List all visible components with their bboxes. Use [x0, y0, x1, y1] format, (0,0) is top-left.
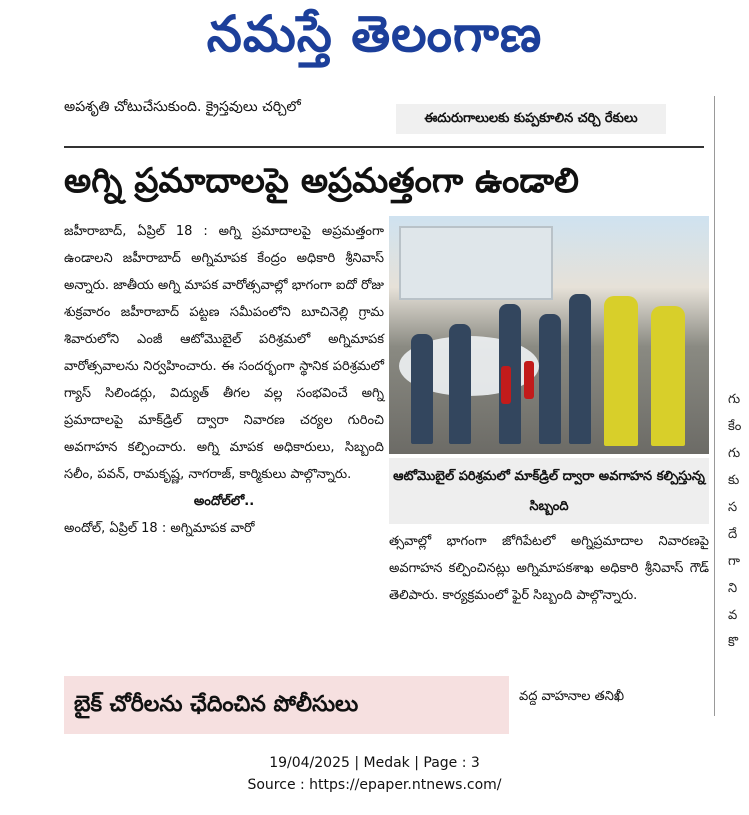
newspaper-clipping: [64, 96, 749, 740]
second-story-headline: బైక్ చోరీలను ఛేదించిన పోలీసులు: [74, 692, 359, 717]
fragment-text: వ: [728, 608, 738, 623]
page-footer: [0, 752, 749, 796]
neighbor-story-kicker: ఈదురుగాలులకు కుప్పకూలిన చర్చి రేకులు: [396, 104, 666, 134]
article-paragraph: అందోల్, ఏప్రిల్ 18 : అగ్నిమాపక వారో: [64, 521, 255, 536]
photo-person: [569, 294, 591, 444]
photo-person: [411, 334, 433, 444]
fragment-text: గా: [728, 554, 740, 569]
article-column-1: [64, 218, 384, 542]
article-paragraph: త్సవాల్లో భాగంగా జోగిపేటలో అగ్నిప్రమాదాల నివారణపై అవగాహన కల్పించినట్లు అగ్నిమాపకశాఖ అధికారి శ్రీనివాస్ గౌడ్ తెలిపారు. కార్యక్రమంలో ఫైర్ సిబ్బంది పాల్గొన్నారు.: [389, 534, 709, 603]
second-story-banner: [64, 676, 509, 734]
adjacent-column-fragments: [728, 386, 749, 656]
fragment-text: స: [728, 500, 738, 515]
photo-person: [449, 324, 471, 444]
article-paragraph: జహీరాబాద్, ఏప్రిల్ 18 : అగ్ని ప్రమాదాలపై అప్రమత్తంగా ఉండాలని జహీరాబాద్ అగ్నిమాపక కేంద్రం అధికారి శ్రీనివాస్ అన్నారు. జాతీయ అగ్ని మాపక వారోత్సవాల్లో భాగంగా ఐదో రోజు శుక్రవారం జహీరాబాద్ పట్టణ సమీపంలోని బూచినెల్లి గ్రామ శివారులోని ఎంజీ ఆటోమొబైల్ పరిశ్రమలో అగ్నిమాపక వారోత్సవాలను నిర్వహించారు. ఈ సందర్భంగా స్థానిక పరిశ్రమలో గ్యాస్ సిలిండర్లు, విద్యుత్ తీగల వల్ల సంభవించే అగ్ని ప్రమాదాలపై మాక్‌డ్రిల్ ద్వారా నివారణ చర్యల గురించి అవగాహన కల్పించారు. అగ్ని మాపక అధికారులు, సిబ్బంది సలీం, పవన్, రామకృష్ణ, నాగరాజ్, కార్మికులు పాల్గొన్నారు.: [64, 224, 384, 482]
edition-info: 19/04/2025 | Medak | Page : 3: [269, 755, 480, 771]
fragment-text: గు: [728, 446, 741, 461]
fragment-text: కొ: [728, 635, 739, 650]
column-divider: [714, 96, 715, 716]
article-subhead: అందోల్‌లో..: [193, 494, 255, 509]
photo-fireman: [604, 296, 638, 446]
photo-person: [539, 314, 561, 444]
fragment-text: గు: [728, 392, 741, 407]
photo-fireman: [651, 306, 685, 446]
fragment-text: ని: [728, 581, 738, 596]
fragment-text: కు: [728, 473, 740, 488]
previous-story-snippet: అపశృతి చోటుచేసుకుంది. క్రైస్తవులు చర్చిలో: [64, 99, 301, 115]
article-headline: అగ్ని ప్రమాదాలపై అప్రమత్తంగా ఉండాలి: [64, 161, 579, 201]
fragment-text: దే: [728, 527, 738, 542]
photo-extinguisher: [524, 361, 534, 399]
news-photo: [389, 216, 709, 454]
second-story-snippet: వద్ద వాహనాల తనిఖీ: [519, 689, 625, 704]
source-link[interactable]: Source : https://epaper.ntnews.com/: [247, 777, 502, 793]
photo-caption: ఆటోమొబైల్ పరిశ్రమలో మాక్‌డ్రిల్ ద్వారా అవగాహన కల్పిస్తున్న సిబ్బంది: [389, 458, 709, 524]
article-column-2: [389, 528, 709, 609]
fragment-text: కేం: [728, 419, 742, 434]
photo-bus: [399, 226, 553, 300]
masthead: [0, 0, 749, 92]
masthead-title: నమస్తే తెలంగాణ: [206, 4, 543, 63]
photo-extinguisher: [501, 366, 511, 404]
